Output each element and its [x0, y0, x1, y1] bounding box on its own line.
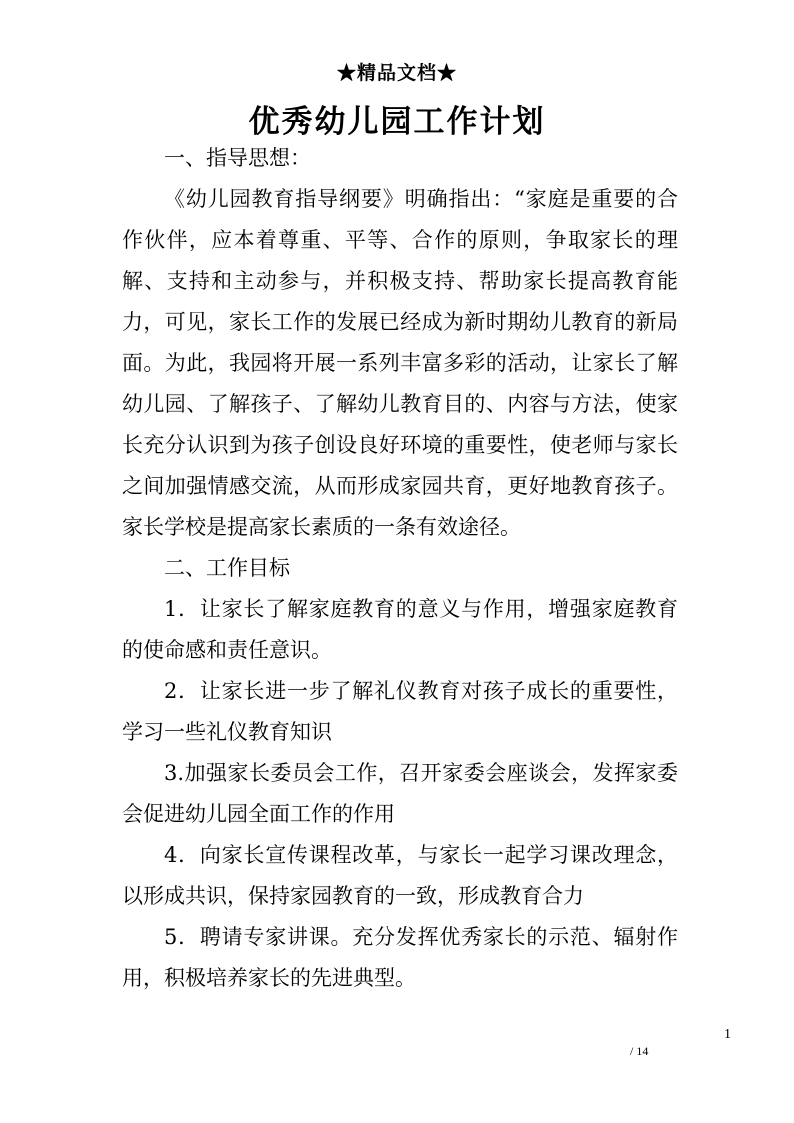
section-heading-work-goals: 二、工作目标 — [164, 556, 290, 580]
goal-item-2: 2．让家长进一步了解礼仪教育对孩子成长的重要性，学习一些礼仪教育知识 — [122, 679, 678, 744]
goal-item-4: 4．向家长宣传课程改革，与家长一起学习课改理念，以形成共识，保持家园教育的一致，形成教育合力 — [122, 843, 678, 908]
body-paragraph: 《幼儿园教育指导纲要》明确指出：“家庭是重要的合作伙伴，应本着尊重、平等、合作的原则，争取家长的理解、支持和主动参与，并积极支持、帮助家长提高教育能力，可见，家长工作的发展已经成为新时期幼儿教育的新局面。为此，我园将开展一系列丰富多彩的活动，让家长了解幼儿园、了解孩子、了解幼儿教育目的、内容与方法，使家长充分认识到为孩子创设良好环境的重要性，使老师与家长之间加强情感交流，从而形成家园共育，更好地教育孩子。家长学校是提高家长素质的一条有效途径。 — [122, 187, 678, 539]
document-body — [122, 138, 678, 999]
goal-item-3: 3.加强家长委员会工作，召开家委会座谈会，发挥家委会促进幼儿园全面工作的作用 — [122, 761, 678, 826]
section-heading-guiding-idea: 一、指导思想： — [164, 146, 311, 170]
page-number: 1 — [724, 1027, 731, 1042]
page-total: / 14 — [630, 1044, 649, 1058]
goal-item-5: 5．聘请专家讲课。充分发挥优秀家长的示范、辐射作用，积极培养家长的先进典型。 — [122, 925, 678, 990]
document-title: 优秀幼儿园工作计划 — [248, 104, 546, 140]
document-header-label: ★精品文档★ — [336, 62, 457, 84]
goal-item-1: 1．让家长了解家庭教育的意义与作用，增强家庭教育的使命感和责任意识。 — [122, 597, 678, 662]
